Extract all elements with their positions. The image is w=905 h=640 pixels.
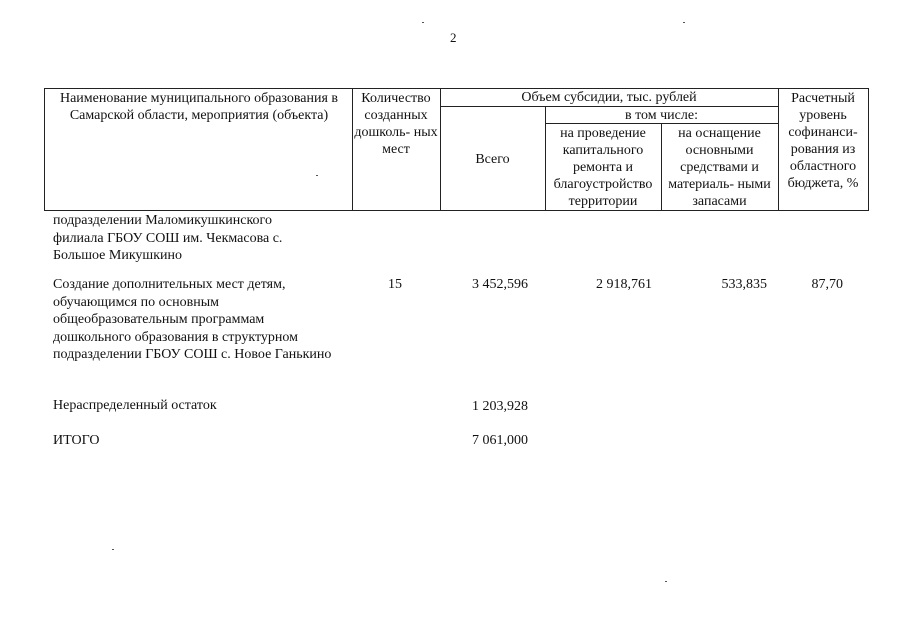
row-total: 1 203,928 <box>472 399 528 414</box>
header-equipment: на оснащение основными средствами и материаль- ными запасами <box>668 126 771 209</box>
row-repair: 2 918,761 <box>596 277 652 292</box>
row-places: 15 <box>388 277 402 292</box>
header-total: Всего <box>475 152 510 167</box>
header-border-col2 <box>352 88 353 210</box>
scan-speck <box>316 175 318 176</box>
page-number: 2 <box>450 30 457 45</box>
row-name: ИТОГО <box>53 433 100 448</box>
row-equipment: 533,835 <box>721 277 767 292</box>
scan-speck <box>665 581 667 582</box>
header-border-col3 <box>440 88 441 210</box>
header-including: в том числе: <box>625 108 698 123</box>
scan-speck <box>422 22 424 23</box>
row-total: 7 061,000 <box>472 433 528 448</box>
header-border-col4 <box>545 106 546 210</box>
header-rate: Расчетный уровень софинанси- рования из областного бюджета, % <box>787 91 859 191</box>
header-repair: на проведение капитального ремонта и благоустройство территории <box>553 126 653 209</box>
header-subsidy: Объем субсидии, тыс. рублей <box>521 90 697 105</box>
row-name: Создание дополнительных мест детям, обучающимся по основным общеобразовательным программам дошкольного образования в структурном подразделении ГБОУ СОШ с. Новое Ганькино <box>53 277 332 362</box>
scan-speck <box>683 22 685 23</box>
header-municipality: Наименование муниципального образования в Самарской области, мероприятия (объекта) <box>59 91 339 123</box>
header-border-left <box>44 88 45 210</box>
row-name: подразделении Маломикушкинского филиала ГБОУ СОШ им. Чекмасова с. Большое Микушкино <box>53 213 283 263</box>
header-border-col5 <box>661 123 662 210</box>
header-border-col6 <box>778 88 779 210</box>
header-border-right <box>868 88 869 210</box>
row-total: 3 452,596 <box>472 277 528 292</box>
row-rate: 87,70 <box>811 277 843 292</box>
header-places: Количество созданных дошколь- ных мест <box>354 91 438 157</box>
row-name: Нераспределенный остаток <box>53 398 217 413</box>
scan-speck <box>112 549 114 550</box>
header-bottom-border <box>44 210 869 211</box>
